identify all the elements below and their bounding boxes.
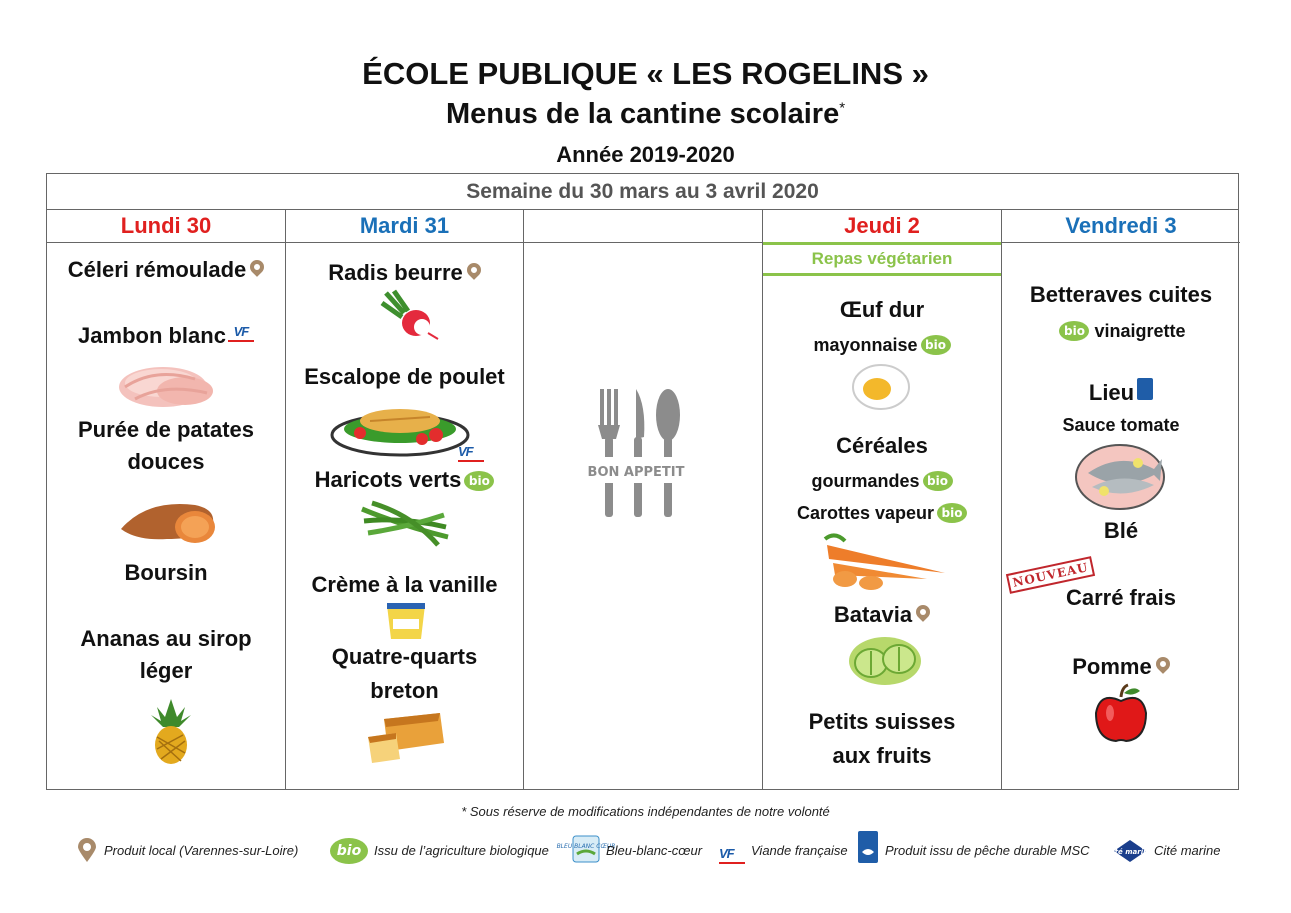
- french-meat-icon: VF: [719, 848, 745, 864]
- column-friday: [1002, 209, 1240, 789]
- dish-betteraves: Betteraves cuites: [1029, 282, 1213, 307]
- cutlery-icon: [584, 385, 688, 519]
- column-wednesday: [524, 209, 763, 789]
- msc-fish-icon: [1137, 378, 1153, 400]
- dish-haricots: Haricots verts: [314, 467, 462, 492]
- menu-item: [47, 320, 285, 352]
- menu-item: [763, 465, 1001, 497]
- dish-batavia: Batavia: [833, 602, 913, 627]
- legend-vf-label: Viande française: [751, 843, 848, 858]
- legend-bio-label: Issu de l’agriculture biologique: [374, 843, 549, 858]
- dish-suisses-line2: aux fruits: [832, 743, 932, 768]
- legend-bbc-label: Bleu-blanc-cœur: [606, 843, 703, 858]
- dish-jambon: Jambon blanc: [78, 323, 226, 348]
- menu-item: [1002, 377, 1240, 409]
- legend-local-label: Produit local (Varennes-sur-Loire): [104, 843, 299, 858]
- day-header-wednesday: [524, 209, 762, 243]
- dish-ble: Blé: [1103, 518, 1139, 543]
- local-product-icon: [464, 260, 484, 280]
- footnote: * Sous réserve de modifications indépendantes de notre volonté: [461, 804, 830, 819]
- column-thursday: [763, 209, 1002, 789]
- dish-sauce-tomate: Sauce tomate: [1062, 415, 1180, 435]
- dish-lieu: Lieu: [1088, 380, 1135, 405]
- msc-fish-icon: [857, 830, 879, 864]
- organic-icon: bio: [923, 471, 953, 491]
- radish-image: [376, 289, 442, 341]
- vanilla-cream-image: [383, 601, 429, 643]
- dish-ananas-line1: Ananas au sirop: [80, 626, 252, 651]
- french-meat-icon: VF: [228, 326, 254, 342]
- local-product-icon: [247, 257, 267, 277]
- dish-ananas-line2: léger: [139, 658, 193, 683]
- dish-puree-line1: Purée de patates: [77, 417, 255, 442]
- local-product-icon: [913, 602, 933, 622]
- menu-item: [1002, 315, 1240, 347]
- day-header-monday: Lundi 30: [47, 209, 285, 243]
- bon-appetit-text: BON APPETIT: [587, 465, 685, 480]
- dish-radis: Radis beurre: [328, 260, 463, 285]
- dish-creme: Crème à la vanille: [311, 572, 498, 597]
- dish-boursin: Boursin: [124, 560, 208, 585]
- legend-bbc: [556, 824, 703, 864]
- column-tuesday: [286, 209, 524, 789]
- menu-item: [286, 464, 523, 496]
- pineapple-image: [143, 697, 199, 765]
- organic-icon: bio: [921, 335, 951, 355]
- menu-title-asterisk: *: [839, 99, 846, 117]
- bleu-blanc-coeur-icon: [556, 834, 616, 864]
- menu-item: [1002, 651, 1240, 683]
- week-label: Semaine du 30 mars au 3 avril 2020: [47, 174, 1238, 210]
- green-beans-image: [358, 497, 452, 549]
- ham-image: [115, 357, 219, 415]
- day-header-thursday: Jeudi 2: [763, 209, 1001, 243]
- column-monday: [47, 209, 286, 789]
- dish-carre-frais: Carré frais: [1065, 585, 1177, 610]
- menu-item: [763, 599, 1001, 631]
- legend-local: [76, 824, 298, 864]
- legend-msc: [857, 824, 1090, 864]
- legend-vf: [717, 824, 848, 864]
- bbc-icon-text: BLEU BLANC CŒUR: [556, 843, 616, 850]
- legend-cite-label: Cité marine: [1154, 843, 1221, 858]
- menu-table: [46, 173, 1239, 790]
- carrots-image: [815, 529, 949, 591]
- dish-suisses-line1: Petits suisses: [808, 709, 956, 734]
- sweet-potato-image: [117, 491, 221, 551]
- menu-item: [286, 257, 523, 289]
- french-meat-icon: VF: [458, 446, 484, 462]
- menu-title-text: Menus de la cantine scolaire: [445, 98, 840, 130]
- menu-title: [0, 98, 1291, 131]
- dish-quatre-quarts-line2: breton: [370, 678, 439, 703]
- organic-icon: bio: [937, 503, 967, 523]
- day-header-tuesday: Mardi 31: [286, 209, 523, 243]
- menu-item: [47, 254, 285, 286]
- lettuce-image: [845, 631, 925, 687]
- fish-plate-image: [1074, 441, 1168, 511]
- dish-vinaigrette: vinaigrette: [1094, 321, 1186, 341]
- legend-cite-marine: [1107, 824, 1221, 864]
- dish-quatre-quarts-line1: Quatre-quarts: [331, 644, 478, 669]
- dish-cereales-line1: Céréales: [836, 433, 928, 458]
- dish-pomme: Pomme: [1072, 654, 1152, 679]
- dish-mayonnaise: mayonnaise: [813, 335, 918, 355]
- dish-celeri: Céleri rémoulade: [67, 257, 247, 282]
- dish-carottes: Carottes vapeur: [796, 503, 935, 523]
- dish-oeuf: Œuf dur: [839, 297, 925, 322]
- cite-marine-icon: [1107, 838, 1153, 864]
- school-title: ÉCOLE PUBLIQUE « LES ROGELINS »: [362, 56, 929, 91]
- legend: [0, 824, 1291, 864]
- local-product-icon: [76, 838, 98, 864]
- cite-icon-text: Cité marine: [1107, 848, 1153, 856]
- apple-image: [1092, 683, 1150, 743]
- organic-icon: bio: [464, 471, 494, 491]
- dish-puree-line2: douces: [127, 449, 205, 474]
- school-year: Année 2019-2020: [556, 142, 735, 167]
- local-product-icon: [1153, 654, 1173, 674]
- day-header-friday: Vendredi 3: [1002, 209, 1240, 243]
- organic-icon: bio: [1059, 321, 1089, 341]
- menu-item: [763, 497, 1001, 529]
- organic-icon: bio: [330, 838, 368, 864]
- boiled-egg-image: [849, 361, 913, 413]
- vegetarian-banner: Repas végétarien: [763, 242, 1001, 276]
- dish-cereales-line2: gourmandes: [811, 471, 920, 491]
- new-badge: NOUVEAU: [1006, 556, 1095, 594]
- legend-bio: [327, 824, 549, 864]
- legend-msc-label: Produit issu de pêche durable MSC: [885, 843, 1090, 858]
- pound-cake-image: [364, 709, 446, 765]
- menu-item: [763, 329, 1001, 361]
- dish-escalope: Escalope de poulet: [304, 364, 505, 389]
